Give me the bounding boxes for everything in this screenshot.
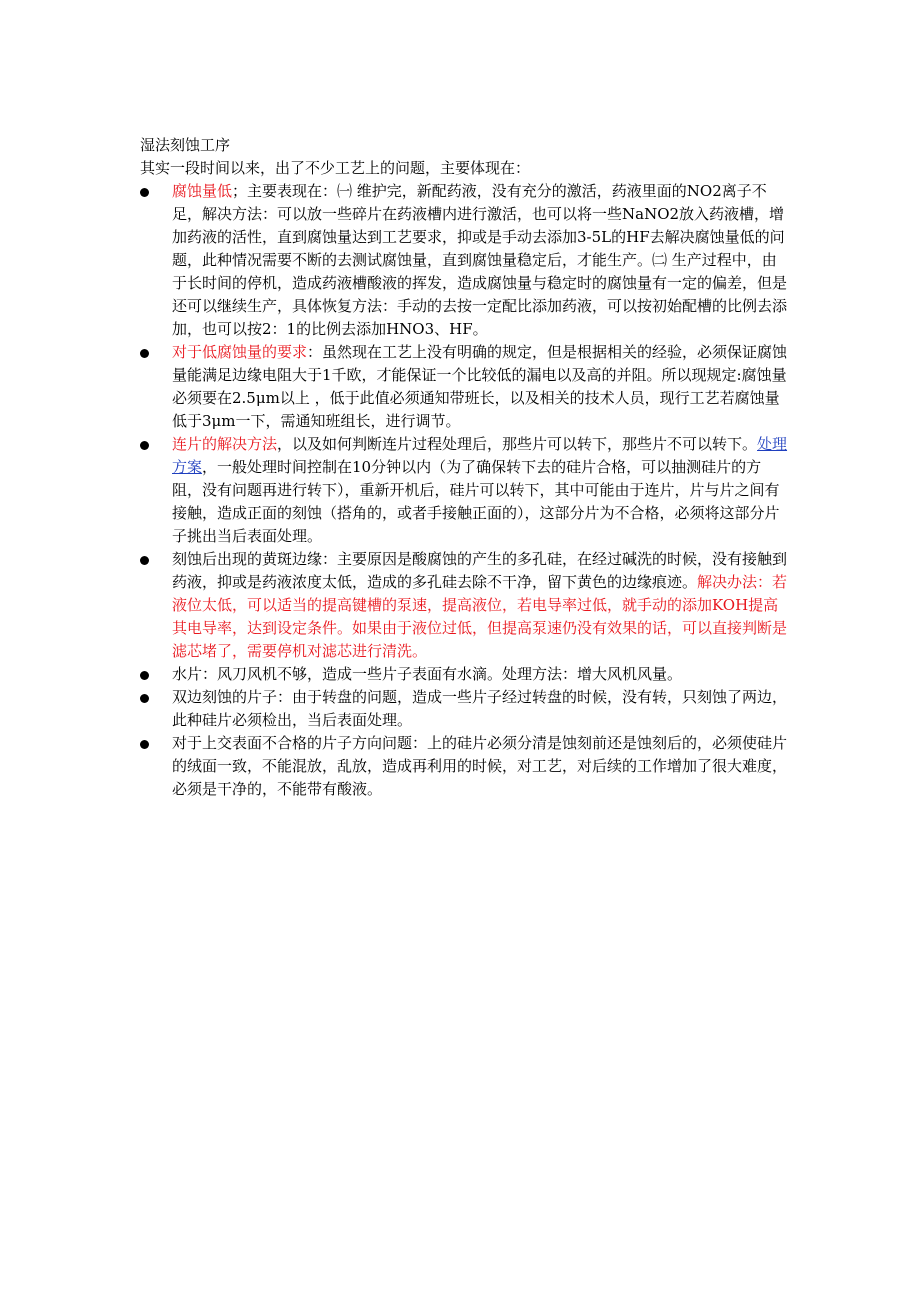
- bullet-icon: [140, 349, 149, 358]
- solution-link[interactable]: 处理方案: [172, 435, 788, 476]
- item-text-continued: ，一般处理时间控制在10分钟以内（为了确保转下去的硅片合格，可以抽测硅片的方阻，没有问题再进行转下），重新开机后，硅片可以转下，其中可能由于连片，片与片之间有接触，造成正面的刻蚀（搭角的，或者手接触正面的），这部分片为不合格，必须将这部分片子挑出当后表面处理。: [172, 458, 780, 545]
- item-text: 刻蚀后出现的黄斑边缘：主要原因是酸腐蚀的产生的多孔硅，在经过碱洗的时候，没有接触到药液，抑或是药液浓度太低，造成的多孔硅去除不干净，留下黄色的边缘痕迹。: [172, 550, 788, 591]
- item-heading: 对于低腐蚀量的要求: [172, 343, 308, 361]
- list-item: [140, 686, 790, 732]
- intro-paragraph: 其实一段时间以来，出了不少工艺上的问题，主要体现在：: [140, 159, 531, 177]
- item-text: ，以及如何判断连片过程处理后，那些片可以转下，那些片不可以转下。: [277, 435, 758, 453]
- item-heading: 腐蚀量低: [172, 182, 233, 200]
- item-text: 水片：风刀风机不够，造成一些片子表面有水滴。处理方法：增大风机风量。: [172, 665, 683, 683]
- bullet-icon: [140, 556, 149, 565]
- list-item: [140, 548, 790, 663]
- item-text: 双边刻蚀的片子：由于转盘的问题，造成一些片子经过转盘的时候，没有转，只刻蚀了两边，此种硅片必须检出，当后表面处理。: [172, 688, 788, 729]
- bullet-icon: [140, 188, 149, 197]
- bullet-icon: [140, 441, 149, 450]
- list-item: [140, 341, 790, 433]
- doc-title: 湿法刻蚀工序: [140, 136, 231, 154]
- list-item: [140, 433, 790, 548]
- bullet-icon: [140, 740, 149, 749]
- issue-list: [140, 180, 790, 801]
- list-item: [140, 663, 790, 686]
- item-heading: 连片的解决方法: [172, 435, 278, 453]
- item-text: ：虽然现在工艺上没有明确的规定，但是根据相关的经验，必须保证腐蚀量能满足边缘电阻大于1千欧，才能保证一个比较低的漏电以及高的并阻。所以现规定:腐蚀量必须要在2.5μm以上 ，低于此值必须通知带班长，以及相关的技术人员，现行工艺若腐蚀量低于3μm一下，需通知班组长，进行调节。: [172, 343, 788, 430]
- item-text: 对于上交表面不合格的片子方向问题：上的硅片必须分清是蚀刻前还是蚀刻后的，必须使硅片的绒面一致，不能混放，乱放，造成再利用的时候，对工艺，对后续的工作增加了很大难度，必须是干净的，不能带有酸液。: [172, 734, 788, 798]
- list-item: [140, 732, 790, 801]
- item-solution-text: 解决办法：若液位太低，可以适当的提高键槽的泵速，提高液位，若电导率过低，就手动的添加KOH提高其电导率，达到设定条件。如果由于液位过低，但提高泵速仍没有效果的话，可以直接判断是滤芯堵了，需要停机对滤芯进行清洗。: [172, 573, 788, 660]
- list-item: [140, 180, 790, 341]
- bullet-icon: [140, 671, 149, 680]
- document-body: [140, 134, 790, 801]
- item-text: ；主要表现在：㈠ 维护完，新配药液，没有充分的激活，药液里面的NO2离子不足，解决方法：可以放一些碎片在药液槽内进行激活，也可以将一些NaNO2放入药液槽，增加药液的活性，直到腐蚀量达到工艺要求，抑或是手动去添加3-5L的HF去解决腐蚀量低的问题，此种情况需要不断的去测试腐蚀量，直到腐蚀量稳定后，才能生产。㈡ 生产过程中，由于长时间的停机，造成药液槽酸液的挥发，造成腐蚀量与稳定时的腐蚀量有一定的偏差，但是还可以继续生产，具体恢复方法：手动的去按一定配比添加药液，可以按初始配槽的比例去添加，也可以按2：1的比例去添加HNO3、HF。: [172, 182, 788, 338]
- bullet-icon: [140, 694, 149, 703]
